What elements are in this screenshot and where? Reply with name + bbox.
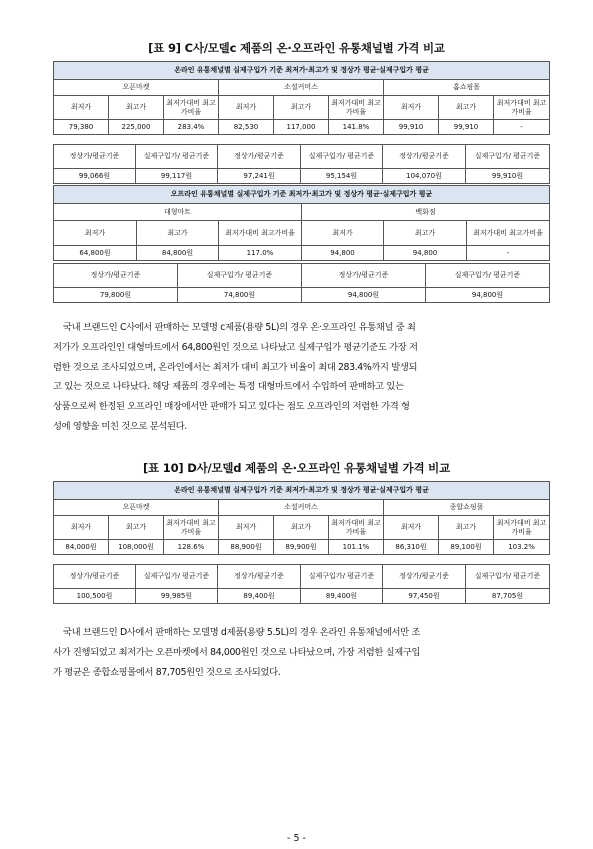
table9-offline [53,185,550,261]
col-label-min: 최저가 [219,516,274,540]
channel-social-commerce: 소셜커머스 [219,500,384,516]
col-label-ratio: 최저가대비 최고가비율 [329,96,384,120]
col-label-ratio: 최저가대비 최고가비율 [467,221,550,246]
value-cell: 84,000원 [54,540,109,555]
value-cell: 99,910 [384,120,439,135]
col-label-min: 최저가 [54,221,137,246]
value-cell: 64,800원 [54,246,137,261]
value-cell: 89,400원 [301,589,383,604]
value-cell: 95,154원 [301,169,383,184]
paragraph-c [53,318,549,437]
avg-label-actual: 실제구입가/ 평균기준 [466,565,550,589]
col-label-ratio: 최저가대비 최고가비율 [164,96,219,120]
col-label-ratio: 최저가대비 최고가비율 [164,516,219,540]
col-label-min: 최저가 [384,96,439,120]
value-cell: 89,900원 [274,540,329,555]
online-header: 온라인 유통채널별 실제구입가 기준 최저가·최고가 및 정상가 평균·실제구입가 평균 [54,482,550,500]
avg-label-actual: 실제구입가/ 평균기준 [136,565,218,589]
table9-caption: [표 9] C사/모델c 제품의 온·오프라인 유통채널별 가격 비교 [148,41,445,55]
channel-social-commerce: 소셜커머스 [219,80,384,96]
value-cell: 89,100원 [439,540,494,555]
avg-label-normal: 정상가/평균기준 [218,565,301,589]
value-cell: - [494,120,550,135]
value-cell: 99,910 [439,120,494,135]
col-label-min: 최저가 [219,96,274,120]
channel-hypermarket: 대형마트 [54,204,302,221]
col-label-max: 최고가 [109,96,164,120]
col-label-max: 최고가 [439,96,494,120]
avg-label-normal: 정상가/평균기준 [218,145,301,169]
offline-header: 오프라인 유통채널별 실제구입가 기준 최저가·최고가 및 정상가 평균·실제구입가 평균 [54,186,550,204]
col-label-min: 최저가 [54,516,109,540]
avg-label-normal: 정상가/평균기준 [54,565,136,589]
value-cell: 99,910원 [466,169,550,184]
paragraph-line: 렴한 것으로 조사되었으며, 온라인에서는 최저가 대비 최고가 비율이 최대 283.4%까지 발생되 [53,361,418,373]
value-cell: 117.0% [219,246,302,261]
avg-label-actual: 실제구입가/ 평균기준 [466,145,550,169]
value-cell: 101.1% [329,540,384,555]
value-cell: 94,800 [302,246,384,261]
col-label-ratio: 최저가대비 최고가비율 [219,221,302,246]
avg-label-normal: 정상가/평균기준 [383,145,466,169]
value-cell: 88,900원 [219,540,274,555]
paragraph-line: 국내 브랜드인 D사에서 판매하는 모델명 d제품(용량 5.5L)의 경우 온라인 유통채널에서만 조 [63,627,420,638]
value-cell: 87,705원 [466,589,550,604]
value-cell: 94,800원 [302,288,426,303]
channel-department-store: 백화점 [302,204,550,221]
paragraph-line: 가 평균은 종합쇼핑몰에서 87,705원인 것으로 조사되었다. [53,666,281,678]
value-cell: - [467,246,550,261]
col-label-ratio: 최저가대비 최고가비율 [494,96,550,120]
paragraph-line: 성에 영향을 미친 것으로 분석된다. [53,420,187,432]
value-cell: 94,800원 [426,288,550,303]
channel-general-mall: 종합쇼핑몰 [384,500,550,516]
col-label-min: 최저가 [384,516,439,540]
value-cell: 89,400원 [218,589,301,604]
avg-label-actual: 실제구입가/ 평균기준 [136,145,218,169]
avg-label-actual: 실제구입가/ 평균기준 [301,565,383,589]
value-cell: 97,450원 [383,589,466,604]
avg-label-normal: 정상가/평균기준 [54,264,178,288]
page-number: - 5 - [287,833,306,844]
channel-open-market: 오픈마켓 [54,500,219,516]
col-label-min: 최저가 [54,96,109,120]
channel-home-shopping: 홈쇼핑몰 [384,80,550,96]
col-label-max: 최고가 [274,96,329,120]
value-cell: 100,500원 [54,589,136,604]
value-cell: 97,241원 [218,169,301,184]
avg-label-normal: 정상가/평균기준 [54,145,136,169]
value-cell: 82,530 [219,120,274,135]
col-label-ratio: 최저가대비 최고가비율 [329,516,384,540]
value-cell: 108,000원 [109,540,164,555]
paragraph-line: 저가가 오프라인인 대형마트에서 64,800원인 것으로 나타났고 실제구입가 평균기준도 가장 저 [53,341,418,353]
col-label-max: 최고가 [439,516,494,540]
value-cell: 128.6% [164,540,219,555]
paragraph-line: 사가 진행되었고 최저가는 오픈마켓에서 84,000원인 것으로 나타났으며, 가장 저렴한 실제구입 [53,646,421,658]
table9-offline-averages [53,263,550,303]
paragraph-line: 국내 브랜드인 C사에서 판매하는 모델명 c제품(용량 5L)의 경우 온·오프라인 유통채널 중 최 [63,322,416,333]
table10-online [53,481,550,555]
paragraph-line: 고 있는 것으로 나타났다. 해당 제품의 경우에는 특정 대형마트에서 수입하여 판매하고 있는 [53,381,404,393]
table10-online-averages [53,564,550,604]
value-cell: 103.2% [494,540,550,555]
avg-label-actual: 실제구입가/ 평균기준 [426,264,550,288]
value-cell: 99,066원 [54,169,136,184]
paragraph-line: 상품으로써 한정된 오프라인 매장에서만 판매가 되고 있다는 점도 오프라인의 저렴한 가격 형 [53,401,410,413]
online-header: 온라인 유통채널별 실제구입가 기준 최저가·최고가 및 정상가 평균·실제구입가 평균 [54,62,550,80]
value-cell: 84,800원 [137,246,219,261]
value-cell: 225,000 [109,120,164,135]
value-cell: 86,310원 [384,540,439,555]
value-cell: 99,117원 [136,169,218,184]
channel-open-market: 오픈마켓 [54,80,219,96]
avg-label-normal: 정상가/평균기준 [383,565,466,589]
col-label-max: 최고가 [137,221,219,246]
col-label-ratio: 최저가대비 최고가비율 [494,516,550,540]
value-cell: 104,070원 [383,169,466,184]
col-label-min: 최저가 [302,221,384,246]
value-cell: 141.8% [329,120,384,135]
col-label-max: 최고가 [109,516,164,540]
table9-online-averages [53,144,550,184]
avg-label-actual: 실제구입가/ 평균기준 [301,145,383,169]
table10-caption: [표 10] D사/모델d 제품의 온·오프라인 유통채널별 가격 비교 [143,461,450,475]
value-cell: 74,800원 [178,288,302,303]
paragraph-d [53,623,549,682]
value-cell: 99,985원 [136,589,218,604]
value-cell: 79,380 [54,120,109,135]
value-cell: 283.4% [164,120,219,135]
table9-online [53,61,550,135]
col-label-max: 최고가 [274,516,329,540]
value-cell: 94,800 [384,246,467,261]
col-label-max: 최고가 [384,221,467,246]
avg-label-normal: 정상가/평균기준 [302,264,426,288]
value-cell: 117,000 [274,120,329,135]
value-cell: 79,800원 [54,288,178,303]
avg-label-actual: 실제구입가/ 평균기준 [178,264,302,288]
